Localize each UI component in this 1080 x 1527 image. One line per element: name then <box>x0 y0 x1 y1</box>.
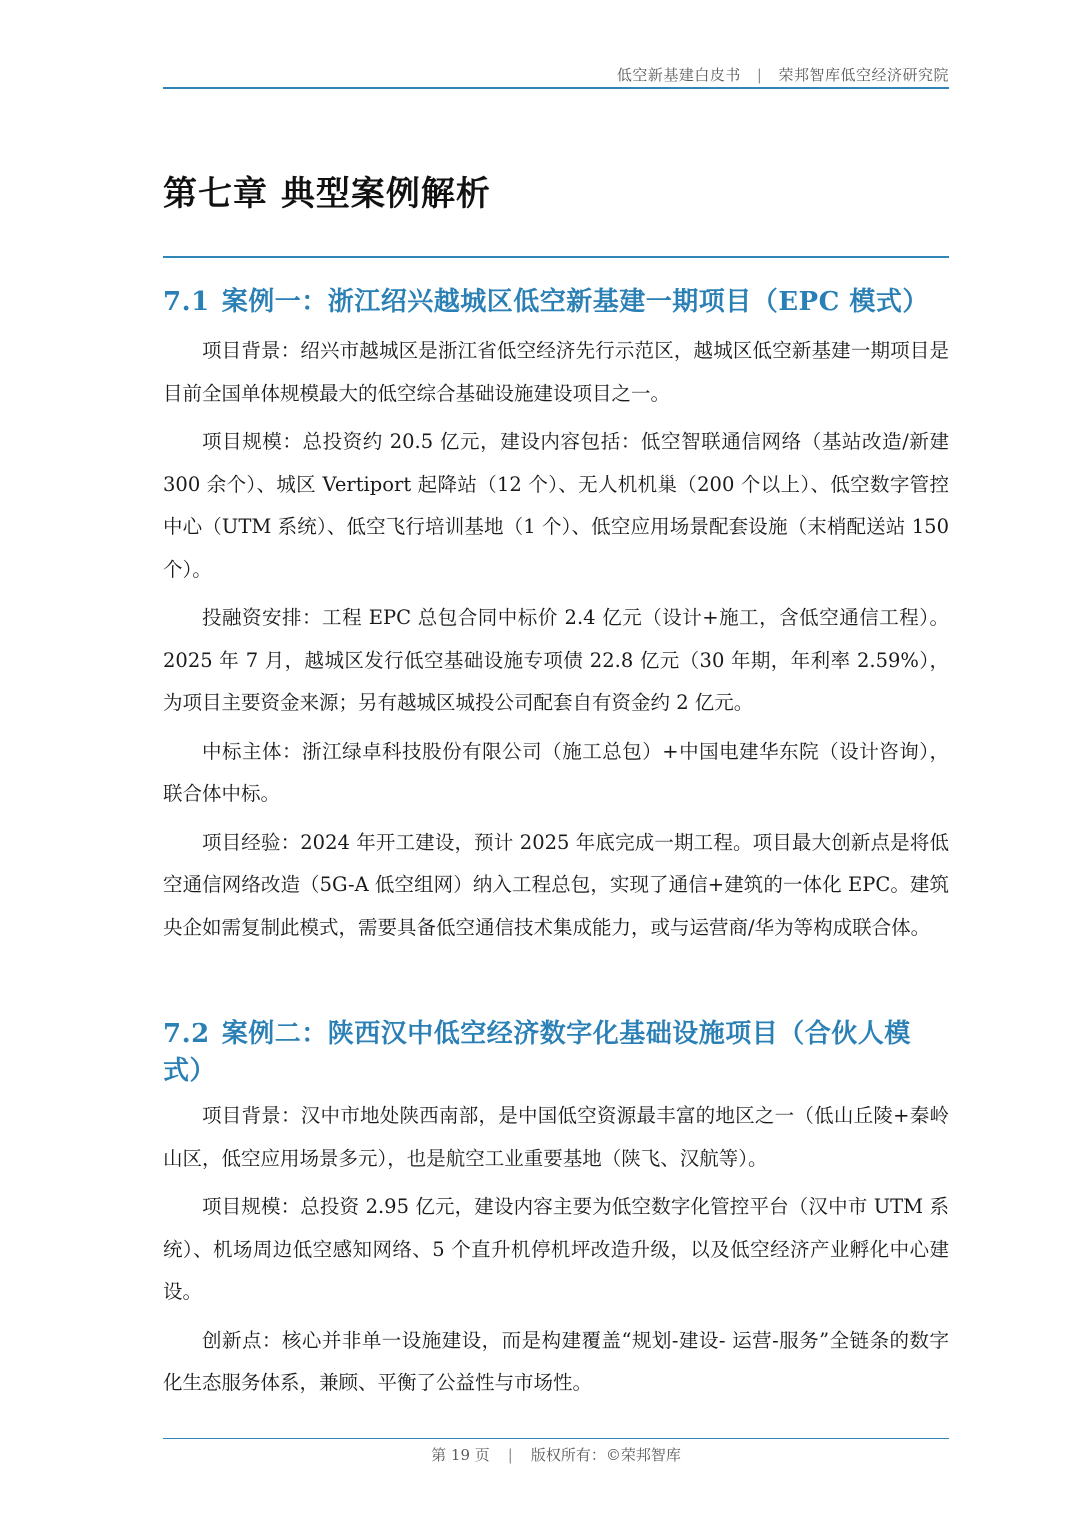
header-separator: | <box>756 66 763 84</box>
paragraph-financing: 投融资安排：工程 EPC 总包合同中标价 2.4 亿元（设计+施工，含低空通信工程）。2025 年 7 月，越城区发行低空基础设施专项债 22.8 亿元（30 年期，年利率 2.59%），为项目主要资金来源；另有越城区城投公司配套自有资金约 2 亿元。 <box>163 606 949 714</box>
chapter-divider <box>163 256 949 258</box>
section-number: 7.1 <box>163 287 210 317</box>
header-divider <box>163 87 949 89</box>
section-number: 7.2 <box>163 1019 210 1049</box>
paragraph-project-scale: 项目规模：总投资 2.95 亿元，建设内容主要为低空数字化管控平台（汉中市 UTM 系统）、机场周边低空感知网络、5 个直升机停机坪改造升级，以及低空经济产业孵化中心建设。 <box>163 1195 949 1303</box>
section-heading-7-2 <box>163 1016 949 1090</box>
paragraph-winning-bidder: 中标主体：浙江绿卓科技股份有限公司（施工总包）+中国电建华东院（设计咨询），联合体中标。 <box>163 739 949 805</box>
running-header <box>163 64 949 85</box>
paragraph-project-scale: 项目规模：总投资约 20.5 亿元，建设内容包括：低空智联通信网络（基站改造/新建 300 余个）、城区 Vertiport 起降站（12 个）、无人机机巢（200 个以上）、低空数字管控中心（UTM 系统）、低空飞行培训基地（1 个）、低空应用场景配套设施（末梢配送站 150 个）。 <box>163 430 949 581</box>
section-heading-7-1 <box>163 284 949 321</box>
section-body-7-1 <box>163 330 949 955</box>
section-body-7-2 <box>163 1095 949 1411</box>
header-publisher: 荣邦智库低空经济研究院 <box>778 66 949 84</box>
chapter-title: 第七章 典型案例解析 <box>163 174 491 214</box>
page-number: 第 19 页 <box>431 1446 490 1464</box>
paragraph-innovation: 创新点：核心并非单一设施建设，而是构建覆盖“规划-建设- 运营-服务”全链条的数字化生态服务体系，兼顾、平衡了公益性与市场性。 <box>163 1328 949 1394</box>
page-footer <box>163 1444 949 1465</box>
section-title-text: 案例二：陕西汉中低空经济数字化基础设施项目（合伙人模式） <box>163 1019 911 1086</box>
header-doc-title: 低空新基建白皮书 <box>616 66 741 84</box>
paragraph-project-background: 项目背景：汉中市地处陕西南部，是中国低空资源最丰富的地区之一（低山丘陵+秦岭山区，低空应用场景多元），也是航空工业重要基地（陕飞、汉航等）。 <box>163 1104 949 1170</box>
paragraph-project-background: 项目背景：绍兴市越城区是浙江省低空经济先行示范区，越城区低空新基建一期项目是目前全国单体规模最大的低空综合基础设施建设项目之一。 <box>163 339 949 405</box>
footer-divider <box>163 1438 949 1439</box>
section-title-text: 案例一：浙江绍兴越城区低空新基建一期项目（EPC 模式） <box>221 287 929 317</box>
paragraph-project-experience: 项目经验：2024 年开工建设，预计 2025 年底完成一期工程。项目最大创新点是将低空通信网络改造（5G-A 低空组网）纳入工程总包，实现了通信+建筑的一体化 EPC。建筑央企如需复制此模式，需要具备低空通信技术集成能力，或与运营商/华为等构成联合体。 <box>163 830 949 939</box>
copyright-notice: 版权所有：©荣邦智库 <box>530 1446 681 1464</box>
footer-separator: | <box>507 1446 513 1464</box>
